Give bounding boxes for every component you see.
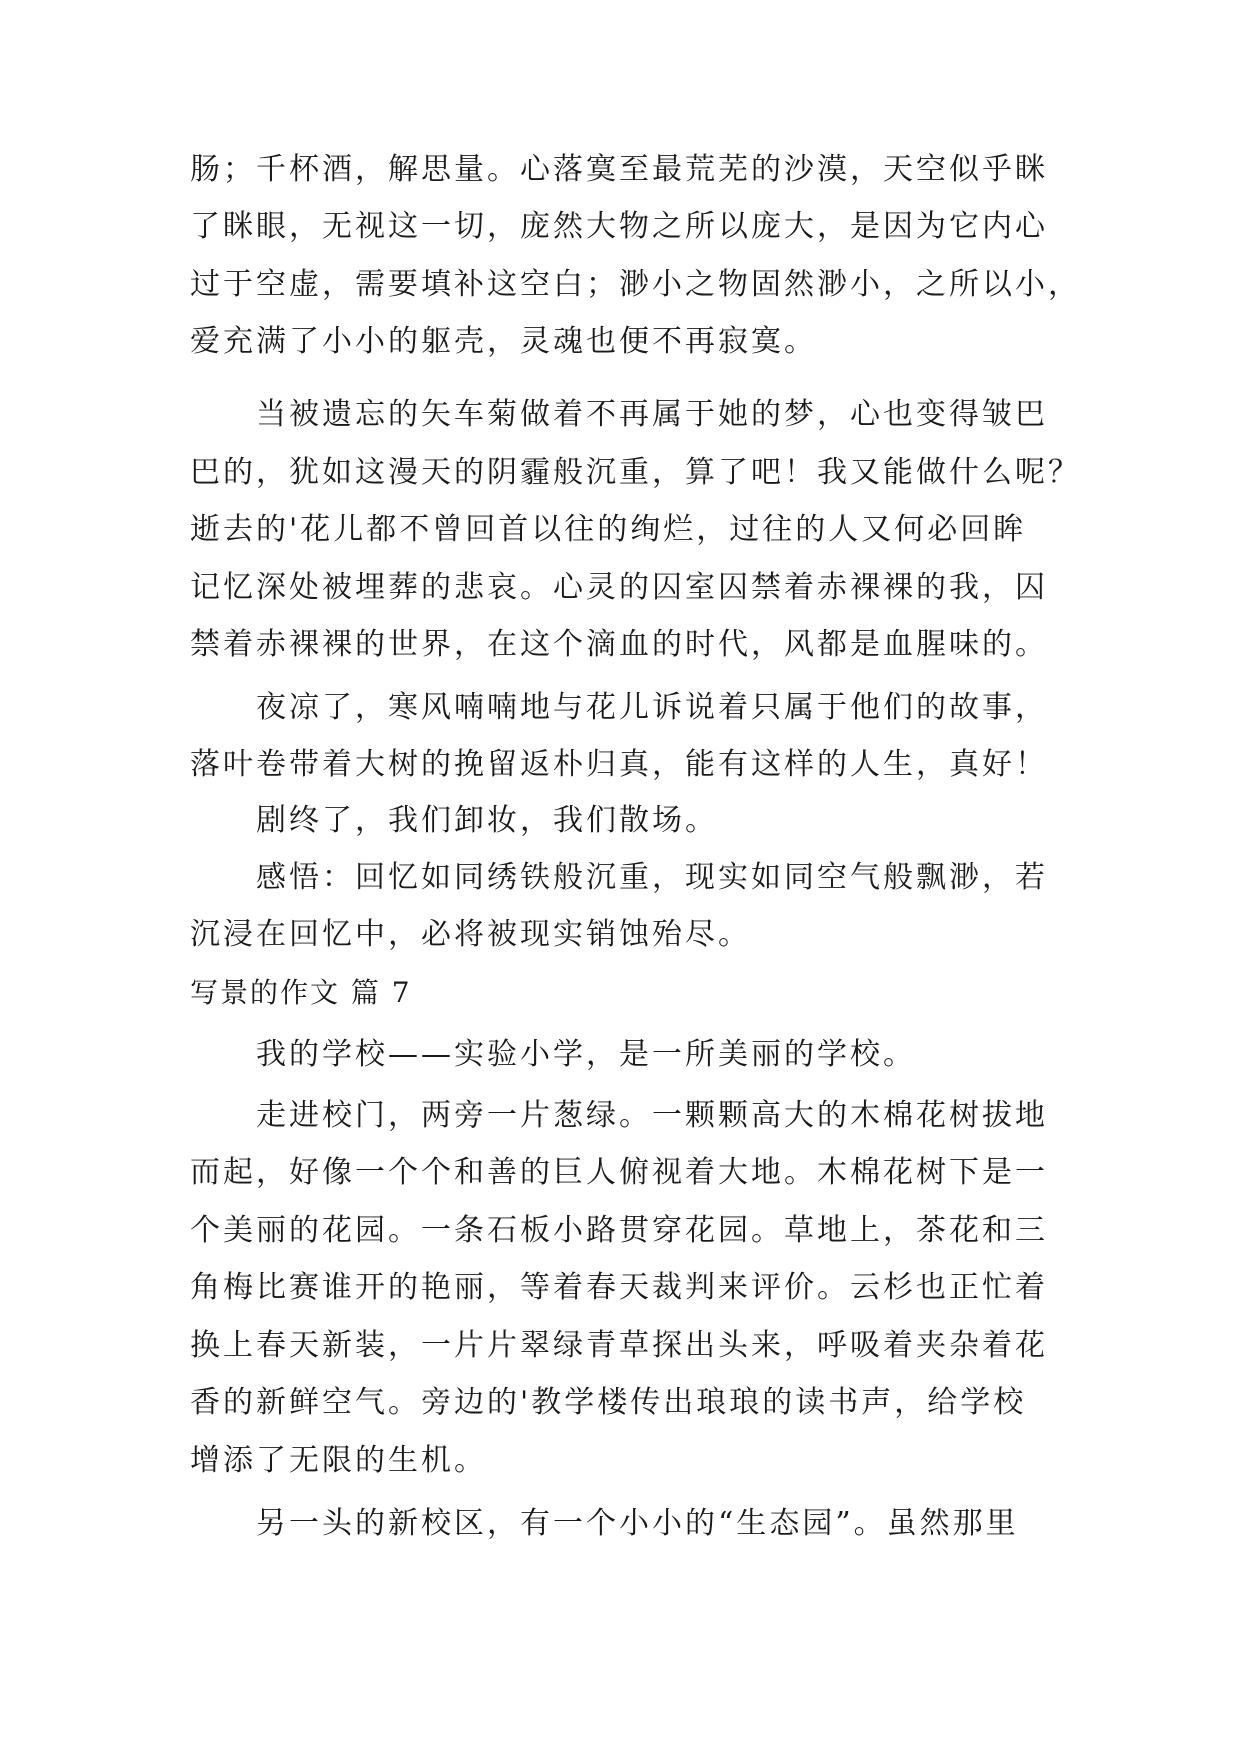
paragraph-line: 过于空虚，需要填补这空白；渺小之物固然渺小，之所以小， [190,267,1081,302]
paragraph-line: 爱充满了小小的躯壳，灵魂也便不再寂寞。 [190,324,817,359]
paragraph-line: 剧终了，我们卸妆，我们散场。 [256,803,718,838]
paragraph-line: 感悟：回忆如同绣铁般沉重，现实如同空气般飘渺，若 [256,860,1048,895]
section-heading: 写景的作文 篇 7 [190,976,412,1009]
paragraph-line: 落叶卷带着大树的挽留返朴归真，能有这样的人生，真好！ [190,747,1048,782]
paragraph-line: 禁着赤裸裸的世界，在这个滴血的时代，风都是血腥味的。 [190,627,1048,662]
paragraph-line: 个美丽的花园。一条石板小路贯穿花园。草地上，茶花和三 [190,1213,1048,1248]
paragraph-line: 换上春天新装，一片片翠绿青草探出头来，呼吸着夹杂着花 [190,1328,1048,1363]
paragraph-line: 香的新鲜空气。旁边的'教学楼传出琅琅的读书声，给学校 [190,1385,1027,1420]
paragraph-line: 而起，好像一个个和善的巨人俯视着大地。木棉花树下是一 [190,1155,1048,1190]
paragraph-line: 增添了无限的生机。 [190,1443,487,1478]
paragraph-line: 逝去的'花儿都不曾回首以往的绚烂，过往的人又何必回眸 [190,512,1027,547]
paragraph-line: 走进校门，两旁一片葱绿。一颗颗高大的木棉花树拔地 [256,1098,1048,1133]
paragraph-line: 夜凉了，寒风喃喃地与花儿诉说着只属于他们的故事， [256,690,1048,725]
paragraph-line: 我的学校——实验小学，是一所美丽的学校。 [256,1037,916,1072]
paragraph-line: 沉浸在回忆中，必将被现实销蚀殆尽。 [190,917,751,952]
paragraph-line: 当被遗忘的矢车菊做着不再属于她的梦，心也变得皱巴 [256,397,1048,432]
paragraph-line: 了眯眼，无视这一切，庞然大物之所以庞大，是因为它内心 [190,209,1048,244]
paragraph-line: 另一头的新校区，有一个小小的“生态园”。虽然那里 [256,1506,1019,1541]
paragraph-line: 记忆深处被埋葬的悲哀。心灵的囚室囚禁着赤裸裸的我，囚 [190,570,1048,605]
paragraph-line: 巴的，犹如这漫天的阴霾般沉重，算了吧！我又能做什么呢？ [190,455,1081,490]
paragraph-line: 角梅比赛谁开的艳丽，等着春天裁判来评价。云杉也正忙着 [190,1270,1048,1305]
paragraph-line: 肠；千杯酒，解思量。心落寞至最荒芜的沙漠，天空似乎眯 [190,152,1048,187]
